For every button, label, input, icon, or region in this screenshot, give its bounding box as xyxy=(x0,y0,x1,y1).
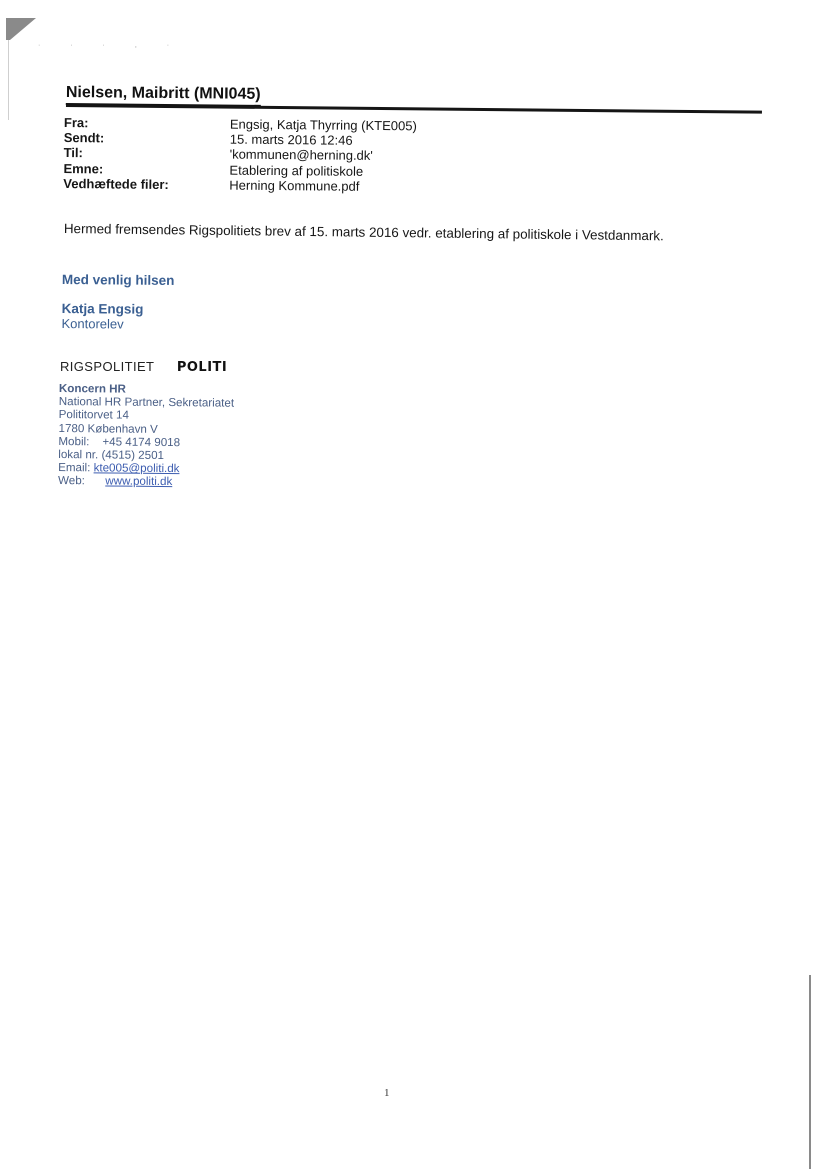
scan-specks: · · · , · xyxy=(38,42,184,49)
signature-name: Katja Engsig xyxy=(61,300,144,317)
contact-city: 1780 København V xyxy=(58,421,158,436)
contact-web-label: Web: xyxy=(57,474,85,488)
contact-mobile-value: +45 4174 9018 xyxy=(102,435,181,449)
header-label-attachments: Vedhæftede filer: xyxy=(63,175,169,192)
page-number: 1 xyxy=(384,1087,390,1099)
contact-mobile-label: Mobil: xyxy=(58,434,90,449)
header-label-subject: Emne: xyxy=(63,160,104,176)
politi-logo: POLITI xyxy=(176,360,228,375)
header-label-sent: Sendt: xyxy=(63,130,105,146)
email-header-fields xyxy=(63,115,484,195)
contact-web xyxy=(58,474,318,490)
header-divider xyxy=(66,104,762,114)
header-value-from: Engsig, Katja Thyrring (KTE005) xyxy=(229,116,417,134)
contact-unit: National HR Partner, Sekretariatet xyxy=(58,395,235,410)
header-value-attachments: Herning Kommune.pdf xyxy=(229,177,360,194)
email-link[interactable]: kte005@politi.dk xyxy=(93,461,180,476)
scan-edge-line-right xyxy=(809,975,811,1169)
signature-block xyxy=(61,272,362,334)
header-label-from: Fra: xyxy=(63,115,89,131)
organization-logos xyxy=(60,358,227,376)
header-value-to: 'kommunen@herning.dk' xyxy=(229,146,373,164)
rigspolitiet-logo: RIGSPOLITIET xyxy=(60,359,155,374)
contact-street: Polititorvet 14 xyxy=(58,408,129,423)
scan-edge-line xyxy=(8,40,9,120)
contact-department: Koncern HR xyxy=(58,382,126,396)
signature-title: Kontorelev xyxy=(61,315,124,332)
signature-closing: Med venlig hilsen xyxy=(61,272,175,288)
header-row-attachments xyxy=(63,176,483,195)
web-link[interactable]: www.politi.dk xyxy=(105,474,173,489)
scan-corner-mark xyxy=(6,18,36,40)
header-value-sent: 15. marts 2016 12:46 xyxy=(229,131,353,148)
header-value-subject: Etablering af politiskole xyxy=(229,162,364,179)
sender-name: Nielsen, Maibritt (MNI045) xyxy=(66,84,261,107)
email-body-text: Hermed fremsendes Rigspolitiets brev af 15. marts 2016 vedr. etablering af politiskole i Vestdanmark. xyxy=(63,221,664,244)
header-label-to: Til: xyxy=(63,145,83,161)
contact-details xyxy=(58,382,319,490)
contact-email-label: Email: xyxy=(58,461,91,475)
contact-local: lokal nr. (4515) 2501 xyxy=(58,448,165,463)
